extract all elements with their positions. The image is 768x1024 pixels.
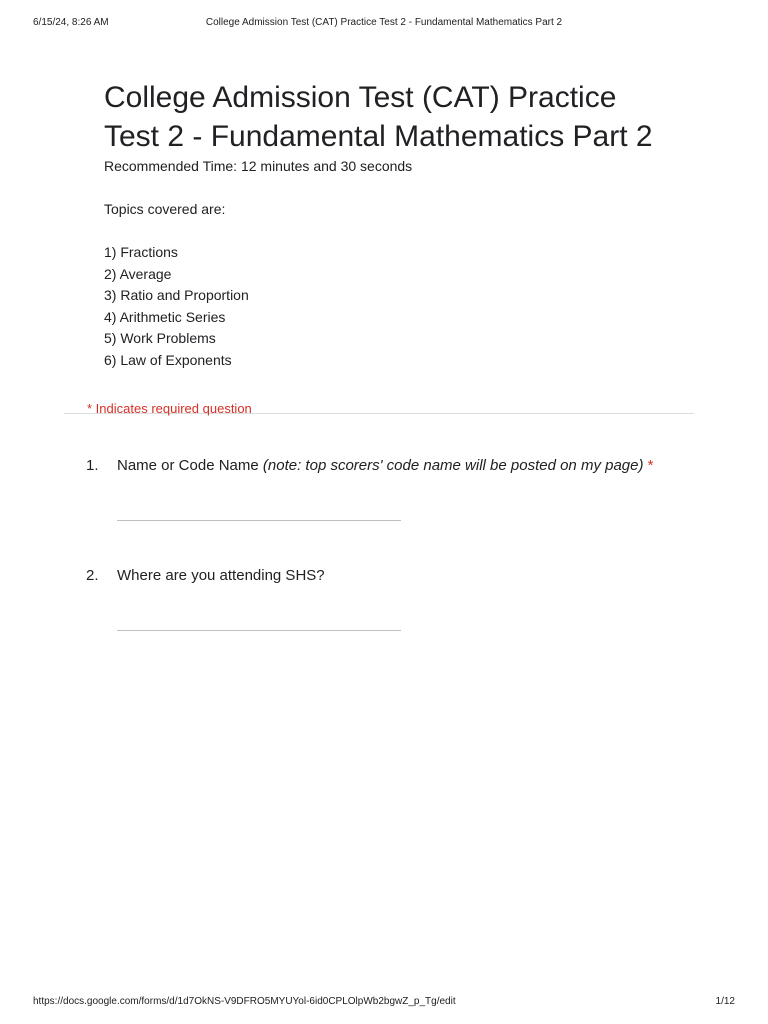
topic-item: 6) Law of Exponents: [104, 351, 232, 368]
shs-answer-input[interactable]: [117, 630, 401, 631]
question-text: Where are you attending SHS?: [117, 567, 325, 584]
recommended-time: Recommended Time: 12 minutes and 30 seconds: [104, 158, 413, 174]
topic-item: 4) Arithmetic Series: [104, 308, 226, 325]
form-title-line-2: Test 2 - Fundamental Mathematics Part 2: [104, 120, 653, 153]
question-text: Name or Code Name: [117, 457, 259, 474]
form-title: [104, 78, 704, 156]
question-number: 1.: [86, 457, 99, 474]
topic-item: 1) Fractions: [104, 244, 178, 260]
required-question-note: * Indicates required question: [87, 401, 252, 416]
question-label: [117, 457, 654, 474]
required-asterisk: *: [647, 457, 654, 474]
page-number: 1/12: [715, 996, 735, 1007]
topic-item: 5) Work Problems: [104, 330, 216, 346]
topic-item: 3) Ratio and Proportion: [104, 287, 249, 303]
name-answer-input[interactable]: [117, 520, 401, 521]
question-label: [117, 567, 325, 584]
topics-intro: Topics covered are:: [104, 201, 226, 217]
print-datetime: 6/15/24, 8:26 AM: [33, 17, 109, 28]
print-document-title: College Admission Test (CAT) Practice Test 2 - Fundamental Mathematics Part 2: [205, 17, 563, 28]
question-number: 2.: [86, 567, 99, 584]
form-description: [104, 156, 664, 371]
topic-item: 2) Average: [104, 265, 172, 282]
form-title-line-1: College Admission Test (CAT) Practice: [104, 81, 617, 114]
print-url: https://docs.google.com/forms/d/1d7OkNS-V9DFRO5MYUYol-6id0CPLOlpWb2bgwZ_p_Tg/edit: [33, 996, 456, 1007]
question-note: (note: top scorers' code name will be posted on my page): [262, 457, 644, 474]
